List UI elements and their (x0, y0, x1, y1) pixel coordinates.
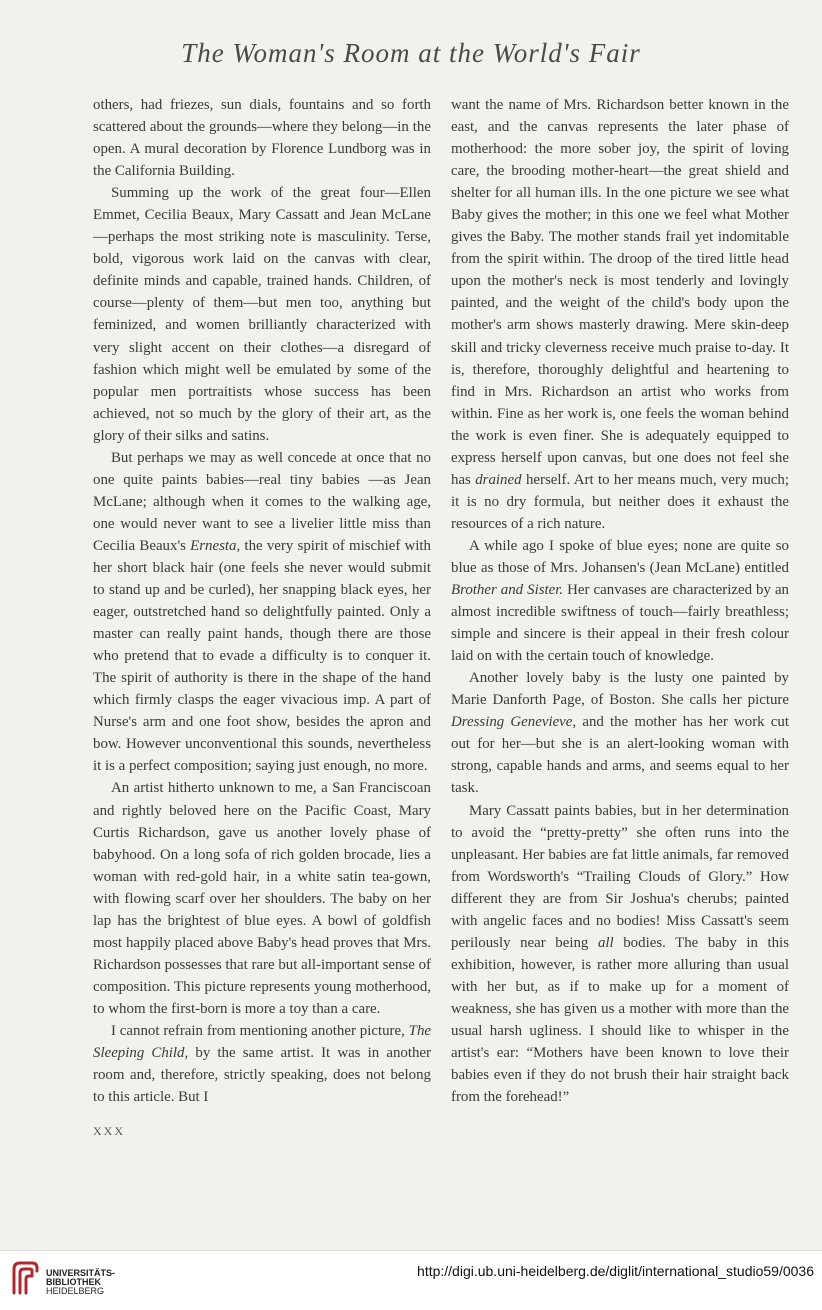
text-span: Mary Cassatt paints babies, but in her determination to avoid the “pretty-pretty” she often runs into the unpleasant. Her babies are fat little animals, far removed from Wordsworth's “Trailing Clouds of Glory.” How different they are from Sir Joshua's cherubs; painted with angelic faces and no bodies! Miss Cassatt's seem perilously near being (451, 802, 789, 951)
right-column (451, 94, 789, 1108)
institution-name (46, 1269, 115, 1296)
page-number: XXX (93, 1124, 125, 1138)
source-url-link[interactable]: http://digi.ub.uni-heidelberg.de/diglit/international_studio59/0036 (417, 1263, 814, 1279)
text-span: But perhaps we may as well concede at once that no one quite paints babies—real tiny babies —as Jean McLane; although when it comes to the walking age, one would never want to see a livelier little miss than Cecilia Beaux's (93, 449, 431, 554)
text-span: want the name of Mrs. Richardson better known in the east, and the canvas represents the later phase of motherhood: the more sober joy, the spirit of loving care, the brooding mother-heart—the great shield and shelter for all human ills. In the one picture we see what Baby gives the mother; in this one we feel what Mother gives the Baby. The mother stands frail yet indomitable from the spirit within. The droop of the tired little head upon the mother's neck is most tenderly and lovingly painted, and the weight of the child's body upon the mother's arm shows masterly drawing. Mere skin-deep skill and tricky cleverness receive much praise to-day. It is, therefore, thoroughly delightful and heartening to find in Mrs. Richardson an artist who works from within. Fine as her work is, one feels the woman behind the work is even finer. She is adequately equipped to express herself upon canvas, but one does not feel she has (451, 97, 789, 488)
text-span: A while ago I spoke of blue eyes; none are quite so blue as those of Mrs. Johansen's (Jean McLane) entitled (451, 537, 789, 576)
text-span: I cannot refrain from mentioning another picture, (111, 1022, 409, 1039)
text-span: Another lovely baby is the lusty one painted by Marie Danforth Page, of Boston. She calls her picture (451, 670, 789, 709)
paragraph (93, 1020, 431, 1108)
library-logo-icon (10, 1259, 40, 1295)
institution-line: UNIVERSITÄTS- (46, 1268, 116, 1278)
emphasis-text: drained (475, 471, 522, 488)
left-column (93, 94, 431, 1108)
text-span: bodies. The baby in this exhibition, however, is rather more alluring than usual with her but, as if to make up for a moment of weakness, she has given us a mother with more than the usual harsh ugliness. I should like to whisper in the artist's ear: “Mothers have been known to love their babies even if they do not brush their hair straight back from the forehead!” (451, 934, 789, 1106)
text-span: and the mother has her work cut out for her—but she is an alert-looking woman with strong, capable hands and arms, and seems equal to her task. (451, 714, 789, 797)
footer (0, 1250, 822, 1310)
text-span: the very spirit of mischief with her short black hair (one feels she never would submit to stand up and be curled), her snapping black eyes, her eager, outstretched hand so delightfully painted. Only a master can really paint hands, though there are those who pretend that to evade a difficulty is to conquer it. The spirit of authority is there in the shape of the hand which firmly clasps the eager vivacious imp. A part of Nurse's arm and one foot show, besides the apron and bow. However unconventional this sounds, nevertheless it is a perfect composition; saying just enough, no more. (93, 537, 431, 775)
paragraph: An artist hitherto unknown to me, a San Franciscoan and rightly beloved here on the Pacific Coast, Mary Curtis Richardson, gave us another lovely phase of babyhood. On a long sofa of rich golden brocade, lies a woman with red-gold hair, in a white satin tea-gown, with flowing scarf over her shoulders. The baby on her lap has the brightest of blue eyes. A bowl of goldfish most happily placed above Baby's head proves that Mrs. Richardson possesses that rare but all-important sense of composition. This picture represents young motherhood, to whom the first-born is more a toy than a care. (93, 780, 431, 1017)
paragraph: others, had friezes, sun dials, fountains and so forth scattered about the grounds—where they belong—in the open. A mural decoration by Florence Lundborg was in the California Building. (93, 97, 431, 180)
artwork-title: Brother and Sister. (451, 582, 564, 599)
paragraph (451, 667, 789, 799)
paragraph (451, 800, 789, 1109)
paragraph: Summing up the work of the great four—Ellen Emmet, Cecilia Beaux, Mary Cassatt and Jean McLane—perhaps the most striking note is masculinity. Terse, bold, vigorous work laid on the canvas with clear, definite minds and capable, trained hands. Children, of course—plenty of them—but men too, anything but feminized, and women brilliantly characterized with very slight accent on their clothes—a disregard of fashion which might well be emulated by some of the popular men portraitists whose success has been achieved, not so much by the glory of their art, as the glory of their silks and satins. (93, 185, 431, 444)
text-span: Her canvases are characterized by an almost incredible swiftness of touch—fairly breathless; simple and sincere is their appeal in their fresh colour laid on with the certain touch of knowledge. (451, 582, 790, 665)
paragraph (451, 94, 789, 535)
institution-line: BIBLIOTHEK (46, 1277, 101, 1287)
emphasis-text: all (597, 934, 614, 951)
artwork-title: Dressing Genevieve, (451, 714, 577, 731)
page-title: The Woman's Room at the World's Fair (181, 38, 641, 68)
artwork-title: The Sleeping Child, (93, 1022, 431, 1062)
paragraph (93, 447, 431, 778)
text-span: herself. Art to her means much, very much; it is no dry formula, but neither does it exhaust the resources of a rich nature. (451, 471, 789, 532)
artwork-title: Ernesta, (190, 537, 241, 554)
text-span: by the same artist. It was in another room and, therefore, strictly speaking, does not belong to this article. But I (93, 1045, 431, 1106)
paragraph (451, 535, 789, 667)
institution-line: HEIDELBERG (46, 1286, 105, 1296)
